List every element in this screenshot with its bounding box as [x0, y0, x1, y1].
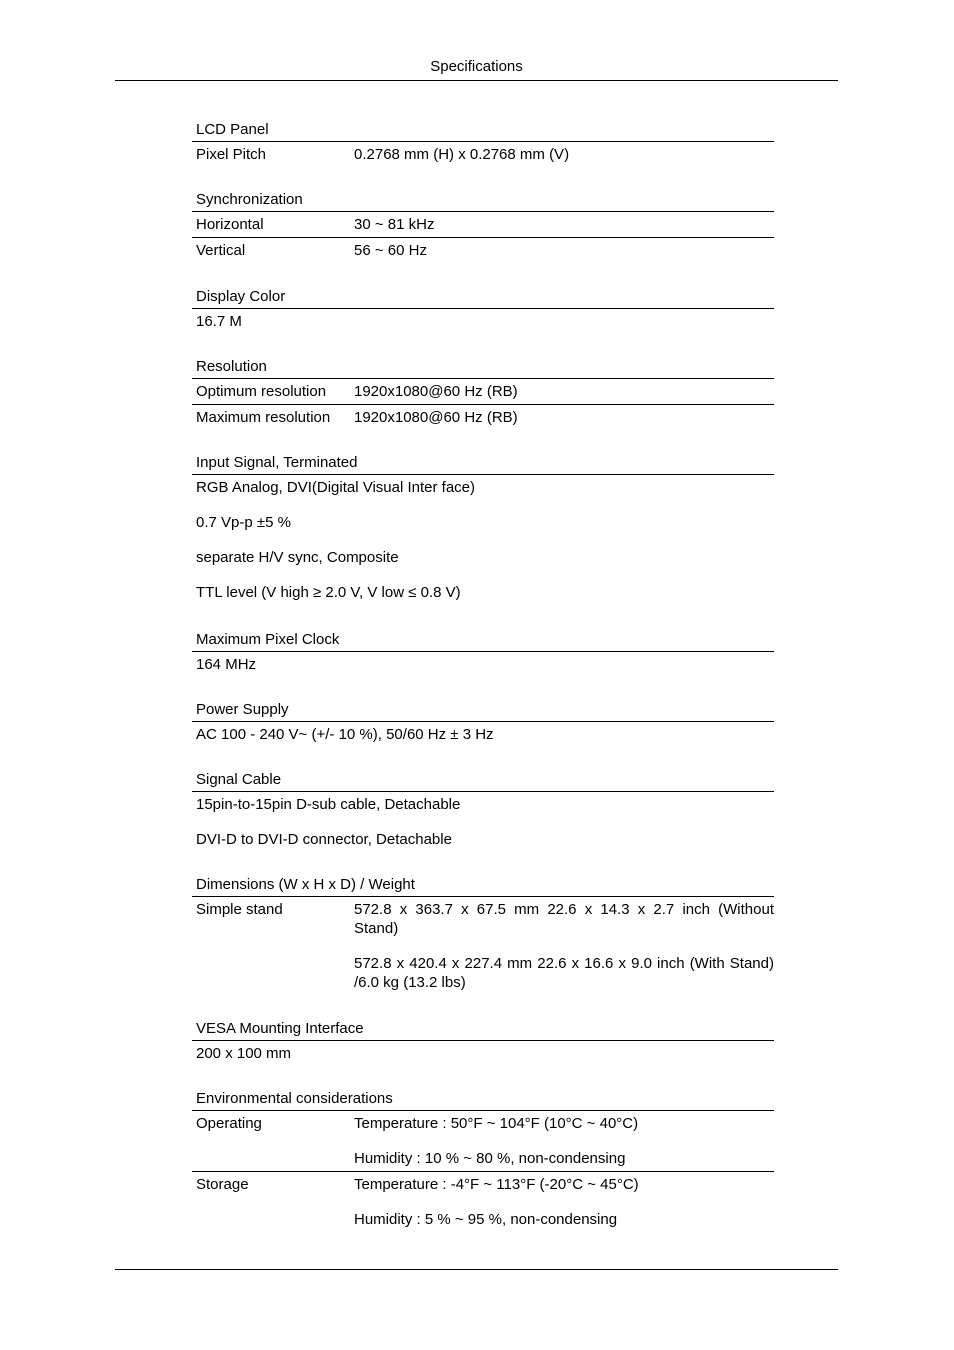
page-header-title: Specifications — [430, 58, 523, 75]
spec-text: TTL level (V high ≥ 2.0 V, V low ≤ 0.8 V) — [196, 584, 461, 601]
spec-value: 1920x1080@60 Hz (RB) — [354, 409, 518, 426]
spec-row — [192, 142, 774, 167]
spec-value: 56 ~ 60 Hz — [354, 242, 427, 259]
section-title: Dimensions (W x H x D) / Weight — [192, 875, 774, 897]
section-lcd-panel — [192, 120, 774, 167]
section-environmental — [192, 1089, 774, 1232]
spec-label: Simple stand — [196, 901, 283, 918]
section-synchronization — [192, 190, 774, 263]
spec-value: 30 ~ 81 kHz — [354, 216, 435, 233]
section-power-supply — [192, 700, 774, 744]
spec-value: 572.8 x 420.4 x 227.4 mm 22.6 x 16.6 x 9.0 inch (With Stand) /6.0 kg (13.2 lbs) — [354, 955, 774, 991]
spec-row — [192, 238, 774, 263]
spec-label: Operating — [196, 1115, 262, 1132]
section-title: Power Supply — [192, 700, 774, 722]
section-display-color — [192, 287, 774, 331]
spec-text: separate H/V sync, Composite — [196, 549, 399, 566]
spec-value: Humidity : 5 % ~ 95 %, non-condensing — [354, 1211, 618, 1228]
section-vesa — [192, 1019, 774, 1063]
section-input-signal — [192, 453, 774, 602]
section-title: Synchronization — [192, 190, 774, 212]
section-title: Resolution — [192, 357, 774, 379]
spec-text: 164 MHz — [196, 656, 257, 673]
section-signal-cable — [192, 770, 774, 849]
section-dimensions — [192, 875, 774, 995]
spec-label: Storage — [196, 1176, 249, 1193]
spec-label: Optimum resolution — [196, 383, 327, 400]
spec-text: DVI-D to DVI-D connector, Detachable — [196, 831, 452, 848]
spec-row — [192, 1111, 774, 1172]
spec-text: 0.7 Vp-p ±5 % — [196, 514, 291, 531]
spec-label: Maximum resolution — [196, 409, 331, 426]
section-title: Signal Cable — [192, 770, 774, 792]
spec-value: 572.8 x 363.7 x 67.5 mm 22.6 x 14.3 x 2.7 inch (Without Stand) — [354, 901, 774, 937]
spec-value: 1920x1080@60 Hz (RB) — [354, 383, 518, 400]
spec-label: Vertical — [196, 242, 246, 259]
spec-text: 15pin-to-15pin D-sub cable, Detachable — [196, 796, 461, 813]
spec-row — [192, 1172, 774, 1232]
section-title: Environmental considerations — [192, 1089, 774, 1111]
spec-row — [192, 897, 774, 995]
section-title: LCD Panel — [192, 120, 774, 142]
spec-label: Horizontal — [196, 216, 264, 233]
section-title: Input Signal, Terminated — [192, 453, 774, 475]
spec-row — [192, 405, 774, 430]
spec-value: Temperature : -4°F ~ 113°F (-20°C ~ 45°C) — [354, 1176, 639, 1193]
section-title: VESA Mounting Interface — [192, 1019, 774, 1041]
section-max-pixel-clock — [192, 630, 774, 674]
spec-text: RGB Analog, DVI(Digital Visual Inter face) — [196, 479, 476, 496]
spec-label: Pixel Pitch — [196, 146, 267, 163]
section-resolution — [192, 357, 774, 430]
footer-rule — [115, 1269, 838, 1270]
spec-row — [192, 212, 774, 238]
spec-value: Temperature : 50°F ~ 104°F (10°C ~ 40°C) — [354, 1115, 639, 1132]
spec-text: 16.7 M — [196, 313, 242, 330]
section-title: Maximum Pixel Clock — [192, 630, 774, 652]
spec-value: Humidity : 10 % ~ 80 %, non-condensing — [354, 1150, 626, 1167]
spec-row — [192, 379, 774, 405]
header-rule — [115, 80, 838, 81]
spec-value: 0.2768 mm (H) x 0.2768 mm (V) — [354, 146, 570, 163]
section-title: Display Color — [192, 287, 774, 309]
spec-text: AC 100 - 240 V~ (+/- 10 %), 50/60 Hz ± 3 Hz — [196, 726, 494, 743]
spec-text: 200 x 100 mm — [196, 1045, 292, 1062]
